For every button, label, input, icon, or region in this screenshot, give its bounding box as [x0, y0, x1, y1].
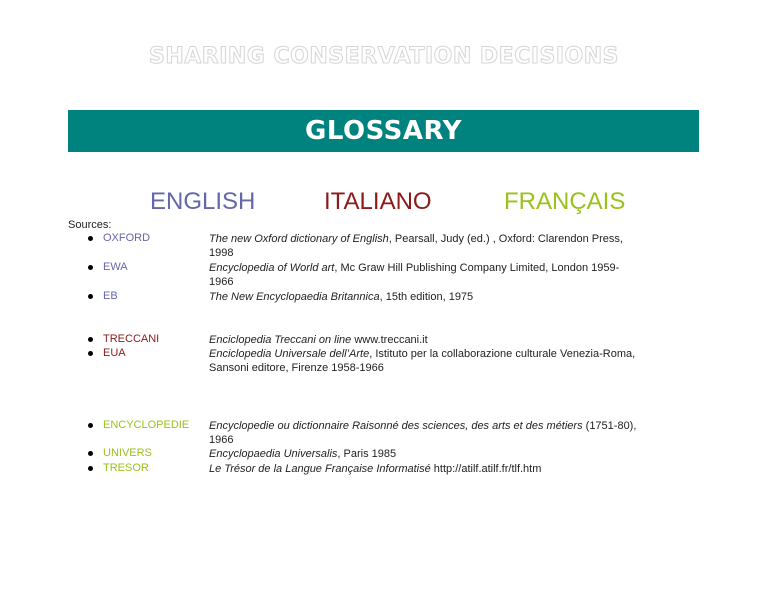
source-abbr: UNIVERS	[103, 447, 152, 459]
source-abbr: EWA	[103, 261, 128, 273]
source-abbr: TRECCANI	[103, 333, 160, 345]
list-item-encyclopedie	[88, 419, 189, 431]
source-abbr: ENCYCLOPEDIE	[103, 419, 190, 431]
bullet-icon	[88, 423, 93, 428]
sources-label: Sources:	[68, 219, 112, 231]
source-abbr: EUA	[103, 347, 126, 359]
bullet-icon	[88, 337, 93, 342]
reference-ewa: Encyclopedia of World art, Mc Graw Hill Publishing Company Limited, London 1959- 1966	[209, 262, 620, 288]
reference-eb: The New Encyclopaedia Britannica, 15th edition, 1975	[209, 291, 474, 303]
bullet-icon	[88, 466, 93, 471]
list-item-eb	[88, 290, 118, 302]
glossary-title: GLOSSARY	[305, 116, 462, 146]
list-item-eua	[88, 347, 126, 359]
list-item-univers	[88, 447, 152, 459]
reference-oxford: The new Oxford dictionary of English, Pearsall, Judy (ed.) , Oxford: Clarendon Press, 1998	[209, 233, 623, 259]
reference-eua: Enciclopedia Universale dell’Arte, Istituto per la collaborazione culturale Venezia-Roma, Sansoni editore, Firenze 1958-1966	[209, 348, 636, 374]
bullet-icon	[88, 265, 93, 270]
bullet-icon	[88, 236, 93, 241]
reference-tresor: Le Trésor de la Langue Française Informatisé http://atilf.atilf.fr/tlf.htm	[209, 463, 542, 475]
bullet-icon	[88, 451, 93, 456]
bullet-icon	[88, 294, 93, 299]
list-item-tresor	[88, 462, 149, 474]
language-english: ENGLISH	[150, 188, 256, 215]
list-item-oxford	[88, 232, 150, 244]
source-abbr: EB	[103, 290, 118, 302]
source-abbr: OXFORD	[103, 232, 151, 244]
source-abbr: TRESOR	[103, 462, 149, 474]
reference-univers: Encyclopaedia Universalis, Paris 1985	[209, 448, 397, 460]
reference-treccani: Enciclopedia Treccani on line www.treccani.it	[209, 334, 428, 346]
language-francais: FRANÇAIS	[504, 188, 626, 215]
glossary-banner	[68, 110, 699, 152]
bullet-icon	[88, 351, 93, 356]
list-item-ewa	[88, 261, 128, 273]
page-header-title: SHARING CONSERVATION DECISIONS	[148, 44, 620, 69]
language-italiano: ITALIANO	[324, 188, 432, 215]
list-item-treccani	[88, 333, 159, 345]
reference-encyclopedie: Encyclopedie ou dictionnaire Raisonné des sciences, des arts et des métiers (1751-80), 1966	[209, 420, 637, 446]
